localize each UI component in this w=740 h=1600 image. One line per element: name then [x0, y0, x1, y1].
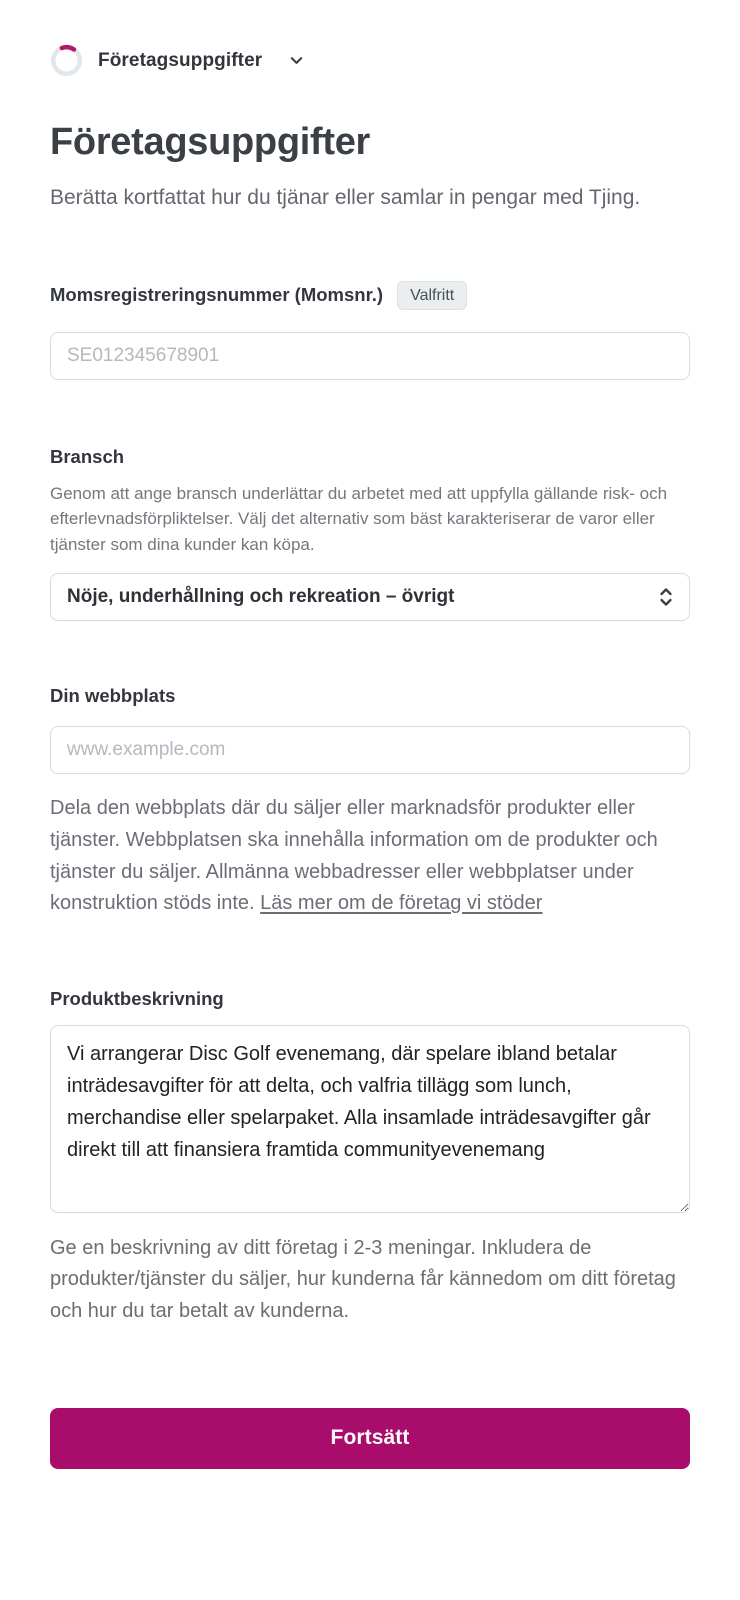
product-description-section	[50, 988, 690, 1328]
vat-label: Momsregistreringsnummer (Momsnr.)	[50, 284, 384, 306]
page-title: Företagsuppgifter	[50, 121, 371, 163]
vat-section	[50, 281, 690, 380]
page-subtitle: Berätta kortfattat hur du tjänar eller samlar in pengar med Tjing.	[50, 185, 641, 209]
step-header-dropdown[interactable]	[50, 44, 690, 77]
product-description-help-text: Ge en beskrivning av ditt företag i 2-3 meningar. Inkludera de produkter/tjänster du säljer, hur kunderna får kännedom om ditt företag och hur du tar betalt av kunderna.	[50, 1236, 676, 1322]
chevron-down-icon	[287, 51, 306, 70]
optional-badge: Valfritt	[397, 281, 467, 310]
progress-ring-icon	[50, 44, 83, 77]
industry-help-text: Genom att ange bransch underlättar du arbetet med att uppfylla gällande risk- och efterlevnadsförpliktelser. Välj det alternativ som bäst karakteriserar de varor eller tjänster som dina kunder kan köpa.	[50, 483, 668, 554]
industry-selected-value: Nöje, underhållning och rekreation – övrigt	[67, 586, 455, 608]
industry-label: Bransch	[50, 445, 125, 467]
website-section	[50, 685, 690, 919]
chevron-up-down-icon	[657, 586, 675, 608]
product-description-textarea[interactable]	[50, 1025, 690, 1213]
product-description-label: Produktbeskrivning	[50, 987, 224, 1009]
website-help-text	[50, 793, 690, 919]
website-input[interactable]	[50, 726, 690, 774]
vat-input[interactable]	[50, 332, 690, 380]
continue-button[interactable]: Fortsätt	[50, 1408, 690, 1469]
step-header-title: Företagsuppgifter	[98, 49, 263, 71]
industry-select[interactable]	[50, 573, 690, 621]
website-help-body: Dela den webbplats där du säljer eller marknadsför produkter eller tjänster. Webbplatsen ska innehålla information om de produkter och tjänster du säljer. Allmänna webbadresser eller webbplatser under konstruktion stöds inte.	[50, 797, 658, 915]
supported-businesses-link[interactable]: Läs mer om de företag vi stöder	[260, 892, 543, 915]
industry-section	[50, 446, 690, 622]
website-label: Din webbplats	[50, 685, 176, 707]
